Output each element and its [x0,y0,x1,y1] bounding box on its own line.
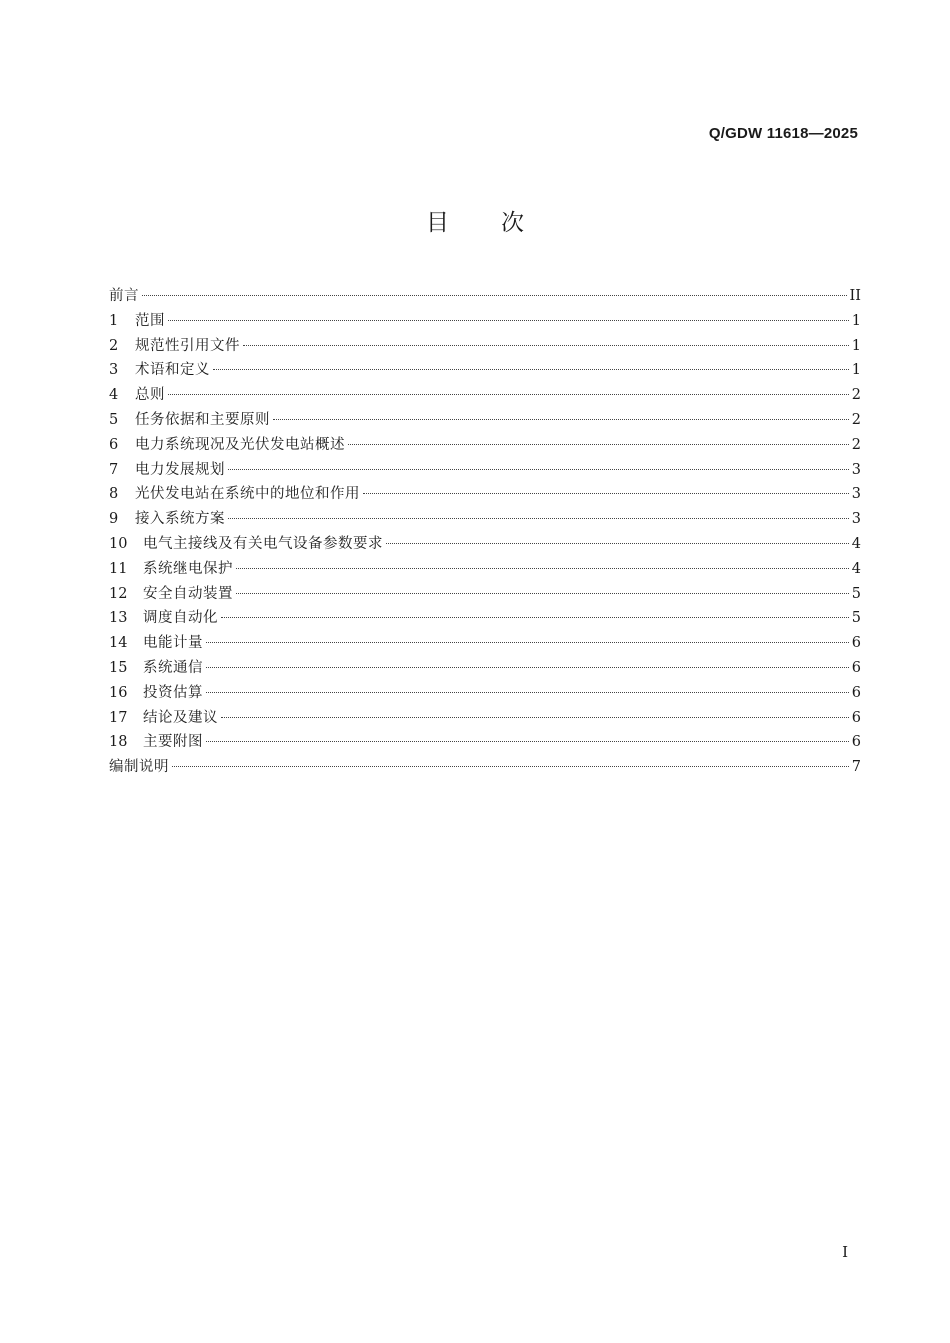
toc-entry-page: 6 [851,734,861,751]
toc-entry-label: 电能计量 [143,635,203,652]
toc-dot-leader [206,642,849,643]
toc-entry-number: 5 [109,411,119,428]
toc-entry[interactable] [109,408,861,433]
toc-entry-label: 投资估算 [143,684,203,701]
toc-entry-label: 结论及建议 [143,709,218,726]
toc-entry-label: 规范性引用文件 [135,337,240,354]
toc-entry[interactable] [109,706,861,731]
document-code: Q/GDW 11618—2025 [708,125,858,142]
toc-entry[interactable] [109,582,861,607]
toc-entry-page: 5 [851,585,861,602]
toc-entry-number: 8 [109,486,119,503]
toc-entry-page: 7 [851,759,861,776]
toc-entry-label: 系统通信 [143,659,203,676]
toc-dot-leader [228,518,849,519]
toc-entry[interactable] [109,656,861,681]
toc-entry-page: 6 [851,709,861,726]
toc-entry-number: 4 [109,387,119,404]
toc-entry-label: 电力发展规划 [135,461,225,478]
toc-dot-leader [243,345,849,346]
toc-entry-page: 2 [851,387,861,404]
toc-dot-leader [348,444,849,445]
toc-entry[interactable] [109,433,861,458]
toc-entry-label: 总则 [135,387,165,404]
table-of-contents [109,284,861,780]
toc-entry-label: 电力系统现况及光伏发电站概述 [135,436,345,453]
toc-entry[interactable] [109,730,861,755]
toc-dot-leader [206,667,849,668]
toc-entry-page: 4 [851,560,861,577]
toc-entry-number: 18 [109,734,128,751]
page-number: I [842,1243,848,1261]
toc-entry-number: 12 [109,585,128,602]
toc-entry-label: 术语和定义 [135,362,210,379]
toc-entry-number: 14 [109,635,128,652]
toc-entry-label: 接入系统方案 [135,511,225,528]
toc-entry-page: 6 [851,659,861,676]
toc-entry-label: 主要附图 [143,734,203,751]
toc-entry-page: 6 [851,635,861,652]
toc-entry[interactable] [109,383,861,408]
toc-entry-number: 16 [109,684,128,701]
toc-entry-page: 3 [851,486,861,503]
toc-title [0,204,950,237]
toc-entry[interactable] [109,482,861,507]
toc-dot-leader [236,593,849,594]
toc-entry-page: II [849,288,861,304]
toc-entry[interactable] [109,755,861,780]
toc-title-char-2: 次 [501,210,524,236]
toc-dot-leader [236,568,849,569]
toc-dot-leader [168,394,849,395]
toc-entry[interactable] [109,507,861,532]
toc-entry[interactable] [109,284,861,309]
toc-entry-page: 3 [851,461,861,478]
toc-entry-page: 6 [851,684,861,701]
toc-entry[interactable] [109,606,861,631]
toc-entry-number: 3 [109,362,119,379]
toc-entry[interactable] [109,334,861,359]
toc-entry-page: 1 [851,312,861,329]
toc-entry[interactable] [109,309,861,334]
toc-entry-label: 编制说明 [109,759,169,776]
toc-dot-leader [172,766,849,767]
toc-entry-number: 11 [109,560,128,577]
toc-entry-page: 3 [851,511,861,528]
toc-entry-number: 17 [109,709,128,726]
toc-dot-leader [142,295,847,296]
toc-entry-number: 7 [109,461,119,478]
toc-entry-page: 5 [851,610,861,627]
toc-entry-label: 安全自动装置 [143,585,233,602]
toc-dot-leader [221,617,849,618]
toc-entry-page: 2 [851,411,861,428]
toc-dot-leader [213,369,849,370]
toc-entry-page: 2 [851,436,861,453]
toc-entry-label: 任务依据和主要原则 [135,411,270,428]
toc-entry-page: 1 [851,362,861,379]
toc-entry[interactable] [109,631,861,656]
toc-entry-label: 前言 [109,288,139,304]
toc-dot-leader [221,717,849,718]
toc-entry-label: 光伏发电站在系统中的地位和作用 [135,486,360,503]
toc-entry-page: 4 [851,535,861,552]
toc-entry[interactable] [109,557,861,582]
toc-entry[interactable] [109,458,861,483]
toc-dot-leader [206,741,849,742]
toc-entry-label: 调度自动化 [143,610,218,627]
toc-entry-number: 10 [109,535,128,552]
toc-entry-number: 1 [109,312,119,329]
toc-entry-number: 6 [109,436,119,453]
toc-entry-label: 电气主接线及有关电气设备参数要求 [143,535,383,552]
toc-entry-label: 系统继电保护 [143,560,233,577]
toc-dot-leader [363,493,849,494]
toc-entry-label: 范围 [135,312,165,329]
toc-title-char-1: 目 [426,210,449,236]
toc-dot-leader [228,469,849,470]
toc-entry-number: 9 [109,511,119,528]
toc-entry[interactable] [109,681,861,706]
toc-dot-leader [273,419,849,420]
toc-entry-number: 13 [109,610,128,627]
toc-entry-number: 2 [109,337,119,354]
toc-entry-page: 1 [851,337,861,354]
toc-dot-leader [206,692,849,693]
toc-entry[interactable] [109,532,861,557]
toc-entry-number: 15 [109,659,128,676]
toc-entry[interactable] [109,358,861,383]
toc-dot-leader [168,320,849,321]
toc-dot-leader [386,543,849,544]
